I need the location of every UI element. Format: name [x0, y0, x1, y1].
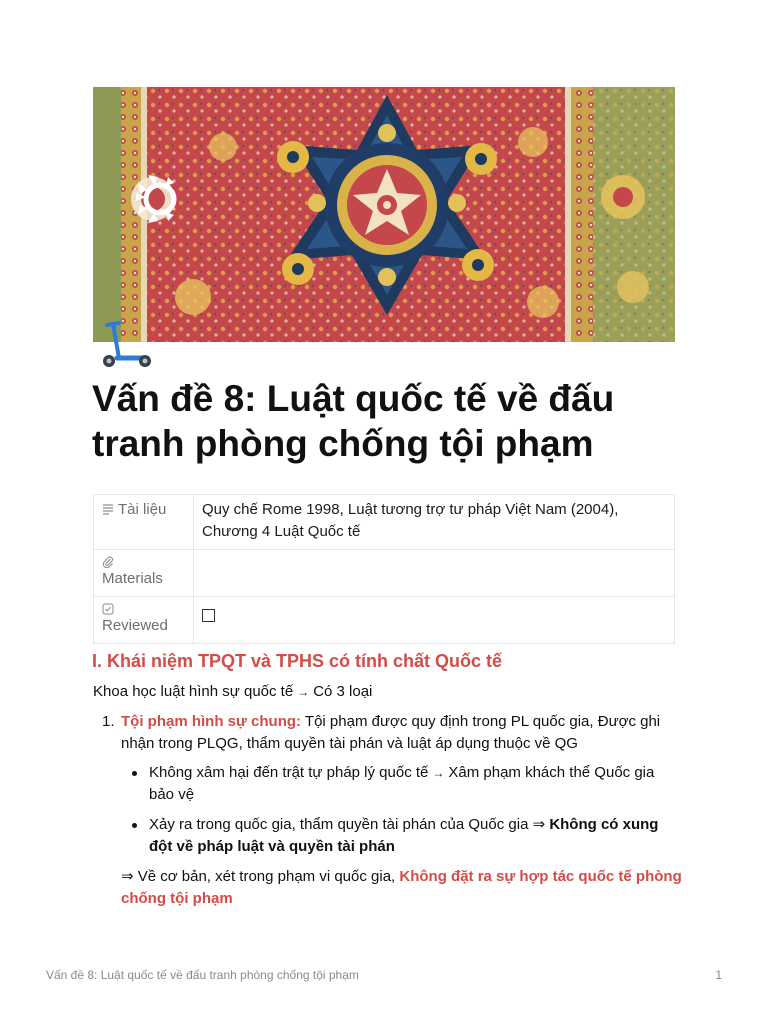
bullet-item [121, 814, 683, 858]
list-item-label: Tội phạm hình sự chung: [121, 713, 302, 730]
scooter-icon [99, 320, 153, 370]
page-footer [46, 968, 722, 982]
intro-line [93, 682, 372, 702]
bullet-item [121, 762, 683, 806]
intro-left: Khoa học luật hình sự quốc tế [93, 683, 294, 700]
properties-table [93, 494, 675, 644]
property-row-tai-lieu [94, 495, 675, 550]
paperclip-icon [102, 556, 114, 568]
footer-title: Vấn đề 8: Luật quốc tế về đấu tranh phòng chống tội phạm [46, 968, 359, 982]
list-item-text: Tội phạm được quy định trong PL quốc gia, Được ghi nhận trong PLQG, thẩm quyền tài phán và luật áp dụng thuộc về QG [121, 713, 661, 752]
arrow-icon: → [432, 766, 445, 780]
numbered-list [93, 711, 683, 910]
checkbox-icon [102, 603, 114, 615]
conclusion-text: ⇒ Về cơ bản, xét trong phạm vi quốc gia, [121, 868, 400, 885]
list-number: 1. [102, 713, 115, 730]
conclusion-highlight: Không đặt ra sự hợp tác quốc tế phòng chống tội phạm [121, 868, 682, 907]
section-heading: I. Khái niệm TPQT và TPHS có tính chất Quốc tế [92, 651, 503, 671]
list-item [121, 711, 683, 910]
property-label-cell [94, 550, 194, 597]
text-lines-icon [102, 503, 114, 515]
property-row-reviewed [94, 597, 675, 644]
page-number: 1 [715, 968, 722, 982]
property-label: Tài liệu [118, 501, 167, 518]
property-label: Materials [102, 570, 163, 587]
property-label-cell [94, 597, 194, 644]
property-value-tai-lieu[interactable]: Quy chế Rome 1998, Luật tương trợ tư pháp Việt Nam (2004), Chương 4 Luật Quốc tế [194, 495, 675, 550]
carpet-illustration [93, 87, 675, 342]
property-label-cell [94, 495, 194, 550]
property-value-reviewed [194, 597, 675, 644]
property-value-materials[interactable] [194, 550, 675, 597]
bullet-text: Xảy ra trong quốc gia, thẩm quyền tài phán của Quốc gia ⇒ [149, 816, 550, 833]
cover-image[interactable] [93, 87, 675, 342]
bullet-list [121, 762, 683, 858]
property-row-materials [94, 550, 675, 597]
conclusion [121, 866, 683, 910]
page-title: Vấn đề 8: Luật quốc tế về đấu tranh phòng chống tội phạm [92, 378, 615, 464]
bullet-text: Không xâm hại đến trật tự pháp lý quốc tế [149, 764, 429, 781]
arrow-icon: → [297, 685, 310, 699]
bullet-text: Xâm phạm khách thể Quốc gia bảo vệ [149, 764, 655, 803]
bullet-bold-text: Không có xung đột về pháp luật và quyền tài phán [149, 816, 659, 855]
reviewed-checkbox[interactable] [202, 609, 215, 622]
bullet-dot [132, 823, 137, 828]
property-label: Reviewed [102, 617, 168, 634]
bullet-dot [132, 771, 137, 776]
intro-right: Có 3 loại [313, 683, 373, 700]
